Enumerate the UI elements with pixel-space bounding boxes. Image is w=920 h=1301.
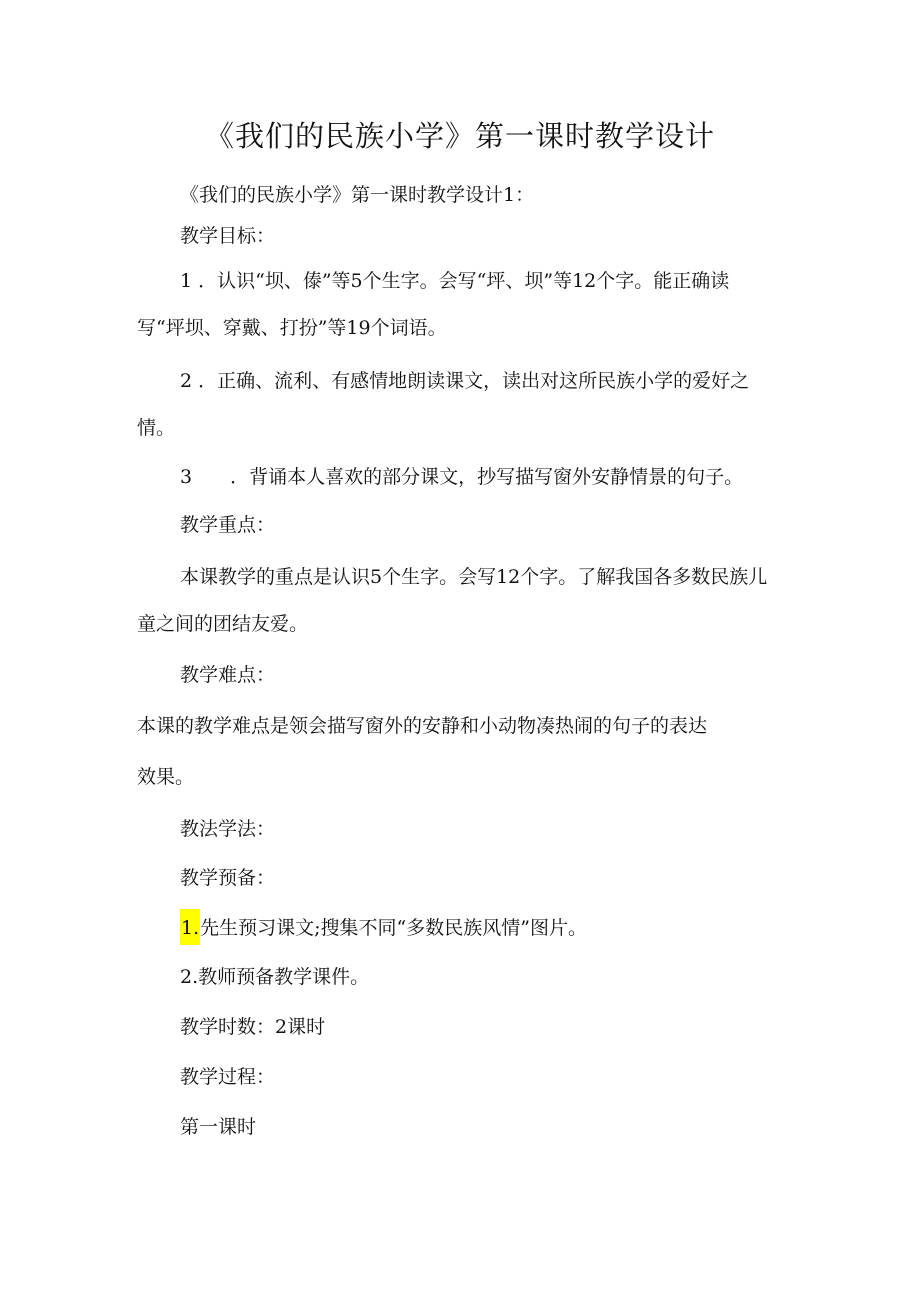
focus-line-1: 本课教学的重点是认识5个生字。会写12个字。了解我国各多数民族儿	[180, 566, 768, 588]
goal-2-line-2: 情。	[137, 417, 176, 439]
prep-item-2: 2.教师预备教学课件。	[180, 966, 370, 988]
prep-item-1	[180, 913, 587, 943]
methods-heading: 教法学法：	[180, 818, 276, 840]
goal-3	[180, 462, 743, 492]
goal-2-line-1: 2 ．正确、流利、有感情地朗读课文，读出对这所民族小学的爱好之	[180, 370, 750, 392]
difficulty-heading: 教学难点：	[180, 664, 276, 686]
goal-1-line-1: 1 ．认识“坝、傣”等5个生字。会写“坪、坝”等12个字。能正确读	[180, 270, 730, 292]
process-heading: 教学过程：	[180, 1066, 276, 1088]
document-title: 《我们的民族小学》第一课时教学设计	[204, 119, 715, 153]
prep-item-1-text: 先生预习课文;搜集不同“多数民族风情”图片。	[200, 917, 587, 939]
lesson-heading: 第一课时	[180, 1116, 257, 1138]
goal-1-line-2: 写“坪坝、穿戴、打扮”等19个词语。	[137, 317, 447, 339]
subtitle: 《我们的民族小学》第一课时教学设计1：	[180, 184, 535, 206]
difficulty-line-1: 本课的教学难点是领会描写窗外的安静和小动物凑热闹的句子的表达	[137, 715, 708, 737]
focus-heading: 教学重点：	[180, 514, 276, 536]
goal-3-number: 3	[180, 466, 193, 488]
difficulty-line-2: 效果。	[137, 766, 195, 788]
prep-heading: 教学预备：	[180, 867, 276, 889]
goal-3-text: ．背诵本人喜欢的部分课文，抄写描写窗外安静情景的句子。	[230, 466, 744, 488]
teaching-hours: 教学时数：2课时	[180, 1016, 326, 1038]
goals-heading: 教学目标：	[180, 225, 276, 247]
highlighted-number: 1.	[180, 909, 200, 945]
focus-line-2: 童之间的团结友爱。	[137, 613, 309, 635]
